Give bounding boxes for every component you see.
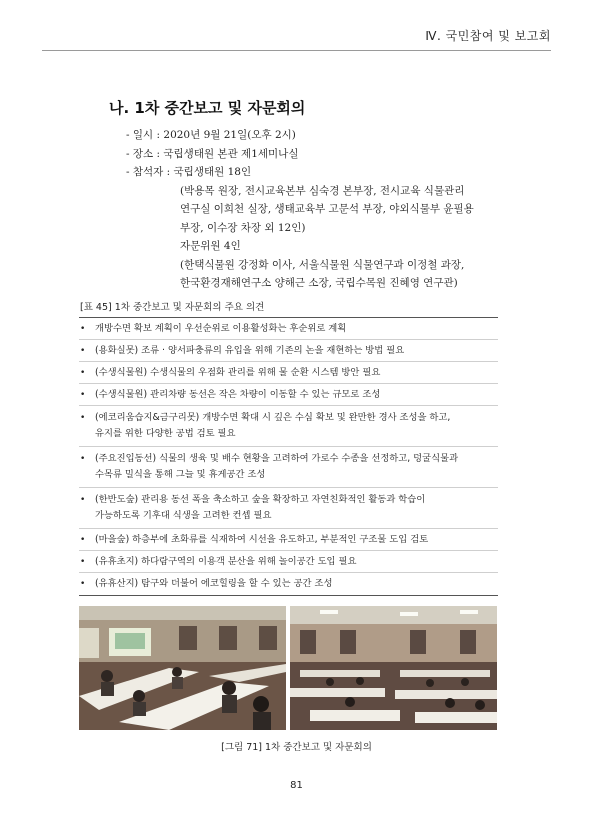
bullet-icon: •: [80, 454, 86, 464]
info-place: - 장소 : 국립생태원 본관 제1세미나실: [126, 147, 299, 160]
table-caption: [표 45] 1차 중간보고 및 자문회의 주요 의견: [80, 302, 265, 313]
attendee-detail-line: 한국환경재해연구소 양해근 소장, 국립수목원 진혜영 연구관): [180, 277, 458, 289]
opinion-text: (용화실못) 조류 · 양서파충류의 유입을 위해 기존의 논을 재현하는 방법 필요: [95, 345, 405, 356]
opinion-text: 가능하도록 기후대 식생을 고려한 컨셉 필요: [95, 510, 272, 521]
bullet-icon: •: [80, 368, 86, 378]
opinion-row: [79, 447, 498, 488]
opinion-text: 개방수면 확보 계획이 우선순위로 이용활성화는 후순위로 계획: [95, 323, 347, 334]
bullet-icon: •: [80, 579, 86, 589]
meeting-photo-right-image: [290, 606, 497, 730]
opinion-row: [79, 573, 498, 595]
opinion-text: (한반도숲) 관리용 동선 폭을 축소하고 숲을 확장하고 자연친화적인 활동과 학습이: [95, 494, 426, 505]
meeting-info: [126, 126, 474, 293]
opinion-text: (주요진입동선) 식물의 생육 및 배수 현황을 고려하여 가로수 수종을 선정하고, 덩굴식물과: [95, 453, 459, 464]
opinion-row: [79, 318, 498, 340]
opinion-row: [79, 406, 498, 447]
opinion-row: [79, 340, 498, 362]
opinion-row: [79, 384, 498, 406]
opinion-row: [79, 362, 498, 384]
figure-caption: [그림 71] 1차 중간보고 및 자문회의: [221, 742, 372, 753]
attendee-detail-line: 자문위원 4인: [180, 240, 241, 252]
bullet-icon: •: [80, 390, 86, 400]
header-rule: [42, 50, 551, 51]
opinion-row: [79, 488, 498, 529]
opinion-row: [79, 551, 498, 573]
opinion-text: 수목류 밀식을 통해 그늘 및 휴게공간 조성: [95, 469, 266, 480]
page-number: 81: [290, 780, 303, 791]
bullet-icon: •: [80, 557, 86, 567]
chapter-header: Ⅳ. 국민참여 및 보고회: [425, 29, 551, 43]
opinion-text: (수생식물원) 관리차량 동선은 작은 차량이 이동할 수 있는 규모로 조성: [95, 389, 381, 400]
bullet-icon: •: [80, 413, 86, 423]
info-attendees: - 참석자 : 국립생태원 18인: [126, 166, 252, 178]
meeting-photos: [79, 606, 497, 730]
meeting-photo-right: [290, 606, 497, 730]
opinion-text: (유휴산지) 탐구와 더불어 에코힐링을 할 수 있는 공간 조성: [95, 578, 333, 589]
opinion-text: 유지를 위한 다양한 공법 검토 필요: [95, 428, 236, 439]
bullet-icon: •: [80, 346, 86, 356]
opinion-text: (에코리움습지&금구리못) 개방수면 확대 시 깊은 수심 확보 및 완만한 경사 조성을 하고,: [95, 412, 451, 423]
bullet-icon: •: [80, 495, 86, 505]
meeting-photo-left: [79, 606, 286, 730]
section-title: 나. 1차 중간보고 및 자문회의: [109, 99, 306, 117]
opinion-row: [79, 529, 498, 551]
opinion-text: (유휴초지) 하다람구역의 이용객 분산을 위해 놀이공간 도입 필요: [95, 556, 357, 567]
bullet-icon: •: [80, 324, 86, 334]
attendee-detail-line: 부장, 이수장 차장 외 12인): [180, 221, 306, 234]
attendee-detail-line: 연구실 이희천 실장, 생태교육부 고문석 부장, 야외식물부 윤필용: [180, 203, 474, 215]
meeting-photo-left-image: [79, 606, 286, 730]
opinion-text: (마을숲) 하층부에 초화류를 식재하여 시선을 유도하고, 부분적인 구조물 도입 검토: [95, 534, 429, 545]
opinion-text: (수생식물원) 수생식물의 우점화 관리를 위해 물 순환 시스템 방안 필요: [95, 367, 381, 378]
opinions-table: [79, 317, 498, 596]
bullet-icon: •: [80, 535, 86, 545]
attendee-detail-line: (한택식물원 강정화 이사, 서울식물원 식물연구과 이정철 과장,: [180, 258, 465, 271]
info-date: - 일시 : 2020년 9월 21일(오후 2시): [126, 129, 296, 141]
attendee-detail-line: (박용목 원장, 전시교육본부 심숙경 본부장, 전시교육 식물관리: [180, 184, 465, 197]
